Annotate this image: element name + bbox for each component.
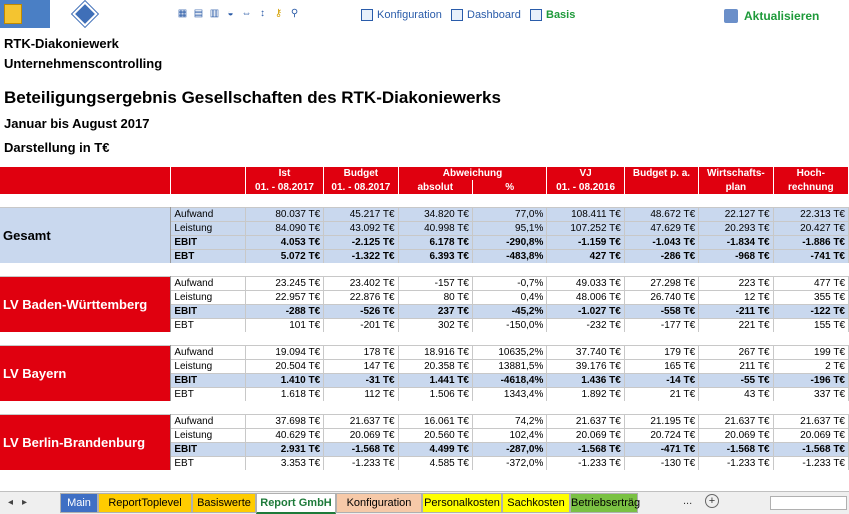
report-table [0,167,849,470]
cell-budget[interactable]: -31 T€ [324,374,398,388]
sheet-tab[interactable]: ReportToplevel [98,493,192,513]
cell-budget[interactable]: -1.322 T€ [324,250,398,264]
header-blank [0,167,171,180]
cell-budget[interactable]: 21.637 T€ [324,415,398,429]
cell-abw-pct[interactable]: -372,0% [472,457,546,471]
spacer-cell [0,332,849,346]
tabs-more[interactable]: ... [683,495,693,507]
cell-vj[interactable]: 20.069 T€ [547,429,624,443]
table-icon[interactable]: ▤ [193,8,204,19]
cell-wirtschaftsplan[interactable]: 267 T€ [699,346,773,360]
cell-ist[interactable]: 101 T€ [245,319,323,333]
cell-budget-pa[interactable]: -14 T€ [624,374,698,388]
cell-abw-pct[interactable]: 10635,2% [472,346,546,360]
cell-ist[interactable]: 80.037 T€ [245,208,323,222]
row-label: Leistung [171,222,245,236]
table-row [0,208,849,222]
cell-ist[interactable]: 2.931 T€ [245,443,323,457]
header-blank [171,180,245,194]
cell-vj[interactable]: 37.740 T€ [547,346,624,360]
edit-icon [530,9,542,21]
header-pct: % [472,180,546,194]
sheet-tab[interactable]: Report GmbH [256,493,336,514]
cell-hochrechnung[interactable]: 155 T€ [773,319,848,333]
cell-budget-pa[interactable]: -130 T€ [624,457,698,471]
cell-budget[interactable]: 112 T€ [324,388,398,402]
cell-abw-absolut[interactable]: 20.560 T€ [398,429,472,443]
chart-icon[interactable]: ▥ [209,8,220,19]
nav-dashboard[interactable] [451,9,521,21]
cell-hochrechnung[interactable]: 199 T€ [773,346,848,360]
spacer-row [0,263,849,277]
cell-wirtschaftsplan[interactable]: 12 T€ [699,291,773,305]
cell-abw-absolut[interactable]: 18.916 T€ [398,346,472,360]
row-label: EBIT [171,236,245,250]
cell-abw-absolut[interactable]: 40.998 T€ [398,222,472,236]
sheet-tab[interactable]: Sachkosten [502,493,570,513]
cell-abw-absolut[interactable]: 20.358 T€ [398,360,472,374]
sheet-tab[interactable]: Konfiguration [336,493,422,513]
refresh-button[interactable] [724,9,819,23]
cell-vj[interactable]: 427 T€ [547,250,624,264]
toolbar-icon-group [177,8,300,24]
cell-wirtschaftsplan[interactable]: -1.568 T€ [699,443,773,457]
cell-hochrechnung[interactable]: -741 T€ [773,250,848,264]
header-absolut: absolut [398,180,472,194]
cell-ist[interactable]: 4.053 T€ [245,236,323,250]
table-row [0,346,849,360]
cell-vj[interactable]: 49.033 T€ [547,277,624,291]
sheet-tab[interactable]: Betriebserträg [570,493,638,513]
cell-hochrechnung[interactable]: 22.313 T€ [773,208,848,222]
cell-vj[interactable]: 21.637 T€ [547,415,624,429]
cell-wirtschaftsplan[interactable]: -55 T€ [699,374,773,388]
cell-vj[interactable]: 108.411 T€ [547,208,624,222]
cell-vj[interactable]: 1.436 T€ [547,374,624,388]
cell-ist[interactable]: -288 T€ [245,305,323,319]
cell-budget-pa[interactable]: -286 T€ [624,250,698,264]
header-blank [624,180,698,194]
cell-abw-pct[interactable]: 102,4% [472,429,546,443]
cell-abw-absolut[interactable]: 80 T€ [398,291,472,305]
cell-budget-pa[interactable]: -1.043 T€ [624,236,698,250]
header-vj: VJ [547,167,624,180]
cell-vj[interactable]: 39.176 T€ [547,360,624,374]
cell-wirtschaftsplan[interactable]: -968 T€ [699,250,773,264]
spacer-row [0,401,849,415]
nav-konfiguration[interactable] [361,9,442,21]
cell-wirtschaftsplan[interactable]: 21.637 T€ [699,415,773,429]
cell-abw-pct[interactable]: -287,0% [472,443,546,457]
cell-ist[interactable]: 37.698 T€ [245,415,323,429]
sheet-tab[interactable]: Main [60,493,98,513]
cell-budget-pa[interactable]: 20.724 T€ [624,429,698,443]
cell-hochrechnung[interactable]: 337 T€ [773,388,848,402]
cell-hochrechnung[interactable]: 21.637 T€ [773,415,848,429]
cell-budget[interactable]: -201 T€ [324,319,398,333]
cell-wirtschaftsplan[interactable]: -211 T€ [699,305,773,319]
cell-budget[interactable]: 147 T€ [324,360,398,374]
cell-ist[interactable]: 84.090 T€ [245,222,323,236]
ribbon-toolbar [0,0,849,32]
cell-abw-absolut[interactable]: 6.393 T€ [398,250,472,264]
cell-abw-absolut[interactable]: 34.820 T€ [398,208,472,222]
row-label: EBIT [171,374,245,388]
table-row [0,277,849,291]
section-label: LV Berlin-Brandenburg [0,415,171,471]
cell-hochrechnung[interactable]: -1.233 T€ [773,457,848,471]
section-label: Gesamt [0,208,171,264]
spacer-row [0,332,849,346]
cell-budget-pa[interactable]: -471 T€ [624,443,698,457]
arrows-icon[interactable]: ⇔ [241,8,252,19]
cell-abw-absolut[interactable]: 6.178 T€ [398,236,472,250]
cell-budget-pa[interactable]: 21 T€ [624,388,698,402]
nav-konfiguration-label: Konfiguration [377,9,442,21]
cell-abw-pct[interactable]: -4618,4% [472,374,546,388]
cell-abw-absolut[interactable]: -157 T€ [398,277,472,291]
cell-abw-pct[interactable]: -483,8% [472,250,546,264]
sheet-tab[interactable]: Personalkosten [422,493,502,513]
cell-budget-pa[interactable]: -558 T€ [624,305,698,319]
header-row-1 [0,167,849,180]
cell-abw-pct[interactable]: 74,2% [472,415,546,429]
header-abweichung: Abweichung [398,167,547,180]
cell-budget-pa[interactable]: 165 T€ [624,360,698,374]
header-budget-pa: Budget p. a. [624,167,698,180]
cell-vj[interactable]: -1.233 T€ [547,457,624,471]
cell-wirtschaftsplan[interactable]: 221 T€ [699,319,773,333]
page-title: Beteiligungsergebnis Gesellschaften des RTK-Diakoniewerks [4,88,501,107]
cell-budget[interactable]: -1.568 T€ [324,443,398,457]
add-sheet-icon[interactable]: + [705,494,719,508]
cell-ist[interactable]: 3.353 T€ [245,457,323,471]
cell-wirtschaftsplan[interactable]: 20.293 T€ [699,222,773,236]
row-label: EBT [171,319,245,333]
zoom-icon[interactable]: ⚲ [290,8,299,19]
spacer-row [0,194,849,208]
row-label: EBIT [171,443,245,457]
grid-icon[interactable]: ▦ [177,8,188,19]
cell-abw-absolut[interactable]: 1.506 T€ [398,388,472,402]
spacer-cell [0,401,849,415]
cell-wirtschaftsplan[interactable]: 22.127 T€ [699,208,773,222]
header-row-2 [0,180,849,194]
diamond-icon[interactable] [72,1,97,26]
cell-budget-pa[interactable]: 48.672 T€ [624,208,698,222]
cell-ist[interactable]: 5.072 T€ [245,250,323,264]
spacer-cell [0,263,849,277]
cell-abw-pct[interactable]: 95,1% [472,222,546,236]
cell-ist[interactable]: 1.618 T€ [245,388,323,402]
row-label: Aufwand [171,415,245,429]
row-label: Aufwand [171,346,245,360]
cell-abw-absolut[interactable]: 237 T€ [398,305,472,319]
cell-budget-pa[interactable]: 27.298 T€ [624,277,698,291]
cell-budget[interactable]: 23.402 T€ [324,277,398,291]
cell-budget-pa[interactable]: 26.740 T€ [624,291,698,305]
cell-ist[interactable]: 19.094 T€ [245,346,323,360]
cell-budget-pa[interactable]: 47.629 T€ [624,222,698,236]
cell-abw-pct[interactable]: 13881,5% [472,360,546,374]
cell-abw-pct[interactable]: 1343,4% [472,388,546,402]
section-label: LV Bayern [0,346,171,402]
header-ist: Ist [245,167,323,180]
header-hochrechnung: Hoch- [773,167,848,180]
header-rechnung: rechnung [773,180,848,194]
header-plan: plan [699,180,773,194]
sheet-tab-bar [0,491,849,514]
sort-icon[interactable]: ↕ [260,8,265,19]
cell-wirtschaftsplan[interactable]: 211 T€ [699,360,773,374]
cell-abw-absolut[interactable]: 1.441 T€ [398,374,472,388]
row-label: EBT [171,250,245,264]
cell-hochrechnung[interactable]: -122 T€ [773,305,848,319]
cell-budget[interactable]: -526 T€ [324,305,398,319]
cell-budget[interactable]: -1.233 T€ [324,457,398,471]
edit-icon [451,9,463,21]
cell-hochrechnung[interactable]: -1.568 T€ [773,443,848,457]
cell-abw-pct[interactable]: -45,2% [472,305,546,319]
header-wirtschaftsplan: Wirtschafts- [699,167,773,180]
cell-vj[interactable]: -1.568 T€ [547,443,624,457]
tab-prev-button[interactable]: ◂ [8,497,14,508]
horizontal-scrollbar[interactable] [770,496,847,510]
cell-ist[interactable]: 1.410 T€ [245,374,323,388]
row-label: Leistung [171,360,245,374]
header-budget: Budget [324,167,398,180]
row-label: Leistung [171,291,245,305]
cell-wirtschaftsplan[interactable]: -1.834 T€ [699,236,773,250]
cell-hochrechnung[interactable]: 20.069 T€ [773,429,848,443]
cell-budget-pa[interactable]: 179 T€ [624,346,698,360]
nav-dashboard-label: Dashboard [467,9,521,21]
table-row [0,415,849,429]
cell-budget[interactable]: 22.876 T€ [324,291,398,305]
cell-abw-absolut[interactable]: 4.585 T€ [398,457,472,471]
cell-abw-pct[interactable]: -150,0% [472,319,546,333]
cell-vj[interactable]: 1.892 T€ [547,388,624,402]
cell-ist[interactable]: 20.504 T€ [245,360,323,374]
cell-budget[interactable]: 43.092 T€ [324,222,398,236]
header-budget-period: 01. - 08.2017 [324,180,398,194]
cell-wirtschaftsplan[interactable]: 223 T€ [699,277,773,291]
cell-abw-absolut[interactable]: 16.061 T€ [398,415,472,429]
refresh-label: Aktualisieren [744,9,820,23]
app-logo[interactable] [0,0,50,28]
cell-wirtschaftsplan[interactable]: 20.069 T€ [699,429,773,443]
edit-icon [361,9,373,21]
refresh-icon [724,9,738,23]
nav-basis[interactable] [530,9,575,21]
row-label: Leistung [171,429,245,443]
cell-budget[interactable]: -2.125 T€ [324,236,398,250]
cell-vj[interactable]: -1.159 T€ [547,236,624,250]
row-label: EBT [171,388,245,402]
cell-hochrechnung[interactable]: -196 T€ [773,374,848,388]
cell-vj[interactable]: 107.252 T€ [547,222,624,236]
header-blank [171,167,245,180]
header-ist-period: 01. - 08.2017 [245,180,323,194]
header-vj-period: 01. - 08.2016 [547,180,624,194]
row-label: Aufwand [171,208,245,222]
cell-vj[interactable]: -1.027 T€ [547,305,624,319]
row-label: Aufwand [171,277,245,291]
cell-vj[interactable]: 48.006 T€ [547,291,624,305]
cell-ist[interactable]: 22.957 T€ [245,291,323,305]
cell-abw-pct[interactable]: -0,7% [472,277,546,291]
unit-label: Darstellung in T€ [4,140,110,155]
dept-name: Unternehmenscontrolling [4,56,163,71]
cell-hochrechnung[interactable]: 355 T€ [773,291,848,305]
cell-budget[interactable]: 45.217 T€ [324,208,398,222]
header-blank [0,180,171,194]
lock-icon[interactable]: ⚷ [274,8,283,19]
cell-hochrechnung[interactable]: 2 T€ [773,360,848,374]
cell-budget[interactable]: 178 T€ [324,346,398,360]
cell-abw-absolut[interactable]: 302 T€ [398,319,472,333]
spacer-cell [0,194,849,208]
nav-basis-label: Basis [546,9,576,21]
cell-budget-pa[interactable]: -177 T€ [624,319,698,333]
period-label: Januar bis August 2017 [4,116,150,131]
cell-abw-absolut[interactable]: 4.499 T€ [398,443,472,457]
cell-ist[interactable]: 23.245 T€ [245,277,323,291]
cell-ist[interactable]: 40.629 T€ [245,429,323,443]
tab-next-button[interactable]: ▸ [22,497,28,508]
row-label: EBT [171,457,245,471]
cell-budget-pa[interactable]: 21.195 T€ [624,415,698,429]
sheet-tab[interactable]: Basiswerte [192,493,256,513]
filter-icon[interactable]: ◒ [227,8,234,19]
cell-abw-pct[interactable]: -290,8% [472,236,546,250]
cell-vj[interactable]: -232 T€ [547,319,624,333]
row-label: EBIT [171,305,245,319]
cell-hochrechnung[interactable]: 477 T€ [773,277,848,291]
cell-wirtschaftsplan[interactable]: 43 T€ [699,388,773,402]
cell-abw-pct[interactable]: 0,4% [472,291,546,305]
cell-budget[interactable]: 20.069 T€ [324,429,398,443]
cell-hochrechnung[interactable]: -1.886 T€ [773,236,848,250]
excel-badge-icon [4,4,22,24]
org-name: RTK-Diakoniewerk [4,36,119,51]
section-label: LV Baden-Württemberg [0,277,171,333]
cell-abw-pct[interactable]: 77,0% [472,208,546,222]
cell-hochrechnung[interactable]: 20.427 T€ [773,222,848,236]
cell-wirtschaftsplan[interactable]: -1.233 T€ [699,457,773,471]
